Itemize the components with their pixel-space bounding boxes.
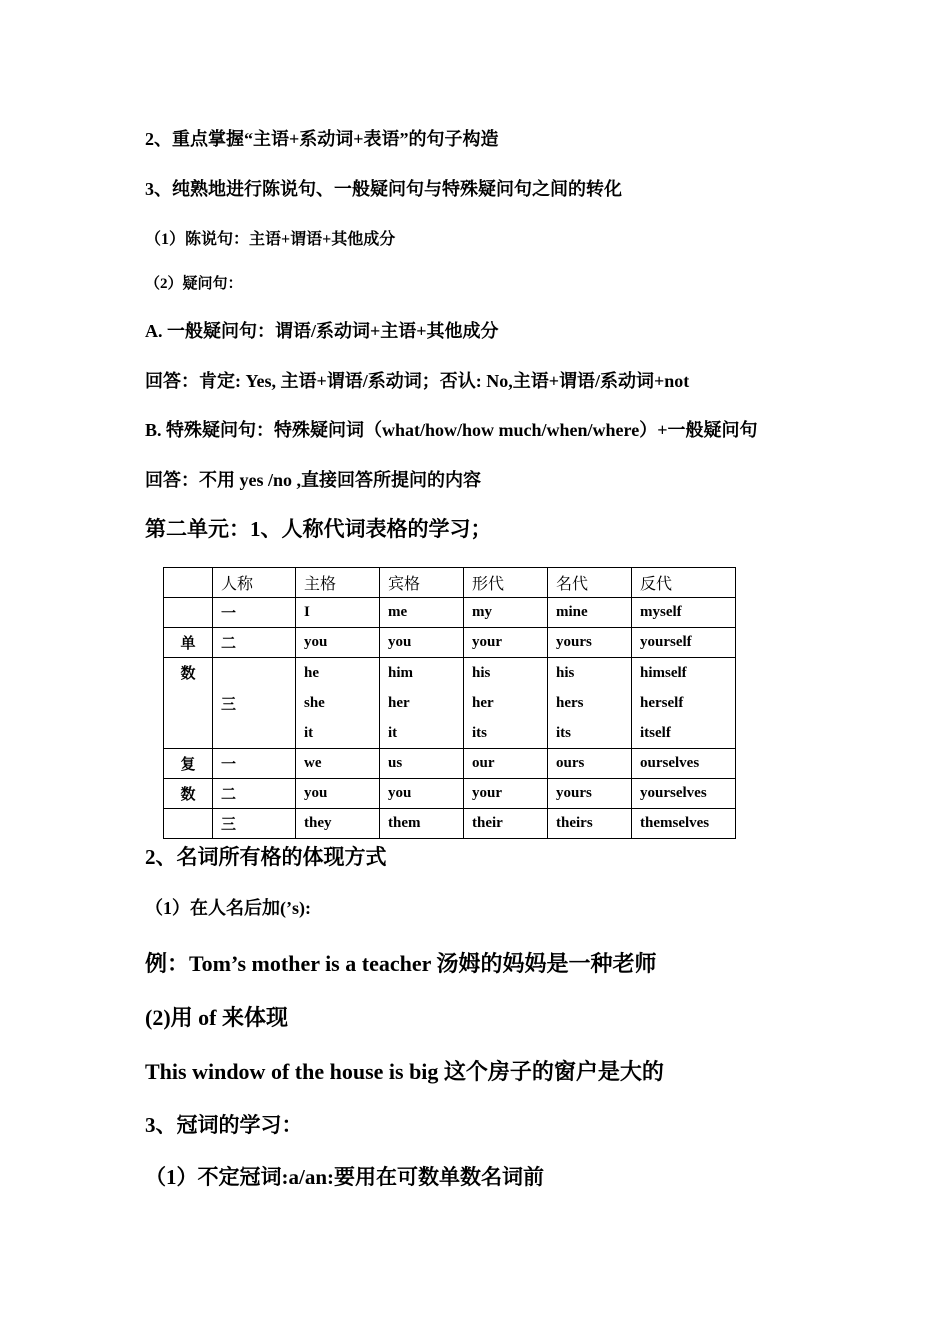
number-cell [164, 598, 213, 628]
pronoun-cell: you [380, 779, 464, 809]
table-row [164, 598, 736, 628]
table-row [164, 779, 736, 809]
table-row [164, 658, 736, 749]
person-cell: 二 [213, 779, 296, 809]
number-cell: 数 [164, 779, 213, 809]
line-declarative: （1）陈说句：主语+谓语+其他成分 [145, 231, 396, 248]
header-cell: 名代 [548, 568, 632, 598]
pronoun-cell: mine [548, 598, 632, 628]
pronoun-cell: them [380, 809, 464, 839]
line-general-question: A. 一般疑问句：谓语/系动词+主语+其他成分 [145, 321, 499, 341]
pronoun-cell: you [296, 779, 380, 809]
line-sentence-conversion: 3、纯熟地进行陈说句、一般疑问句与特殊疑问句之间的转化 [145, 179, 622, 199]
pronoun-cell: you [380, 628, 464, 658]
pronoun-cell: ours [548, 749, 632, 779]
pronoun-cell: my [464, 598, 548, 628]
pronoun-table [163, 567, 736, 839]
pronoun-cell: their [464, 809, 548, 839]
pronoun-cell: theirs [548, 809, 632, 839]
header-cell: 反代 [632, 568, 736, 598]
line-of-structure: (2)用 of 来体现 [145, 1005, 288, 1030]
possessive-heading: 2、名词所有格的体现方式 [145, 845, 387, 869]
header-cell: 人称 [213, 568, 296, 598]
table-row [164, 809, 736, 839]
header-cell: 主格 [296, 568, 380, 598]
line-of-example: This window of the house is big 这个房子的窗户是大的 [145, 1059, 664, 1084]
number-cell: 数 [164, 658, 213, 749]
person-cell: 二 [213, 628, 296, 658]
pronoun-cell: your [464, 628, 548, 658]
pronoun-cell: me [380, 598, 464, 628]
person-cell: 三 [213, 658, 296, 749]
pronoun-cell: yourselves [632, 779, 736, 809]
pronoun-cell: yourself [632, 628, 736, 658]
line-general-answer: 回答：肯定: Yes, 主语+谓语/系动词；否认: No,主语+谓语/系动词+not [145, 371, 690, 391]
table-header-row [164, 568, 736, 598]
number-cell: 复 [164, 749, 213, 779]
header-cell: 形代 [464, 568, 548, 598]
pronoun-cell: yours [548, 779, 632, 809]
pronoun-cell: himself herself itself [632, 658, 736, 749]
pronoun-cell: your [464, 779, 548, 809]
person-cell: 一 [213, 749, 296, 779]
header-cell: 宾格 [380, 568, 464, 598]
pronoun-cell: us [380, 749, 464, 779]
header-cell [164, 568, 213, 598]
pronoun-cell: themselves [632, 809, 736, 839]
pronoun-cell: him her it [380, 658, 464, 749]
pronoun-cell: our [464, 749, 548, 779]
pronoun-cell: ourselves [632, 749, 736, 779]
pronoun-cell: you [296, 628, 380, 658]
line-sentence-structure: 2、重点掌握“主语+系动词+表语”的句子构造 [145, 129, 499, 149]
table-row [164, 749, 736, 779]
pronoun-cell: we [296, 749, 380, 779]
pronoun-cell: myself [632, 598, 736, 628]
number-cell: 单 [164, 628, 213, 658]
pronoun-cell: yours [548, 628, 632, 658]
table-row [164, 628, 736, 658]
line-possessive-example: 例：Tom’s mother is a teacher 汤姆的妈妈是一种老师 [145, 951, 657, 976]
line-interrogative: （2）疑问句： [145, 276, 243, 292]
line-indefinite-article: （1）不定冠词:a/an:要用在可数单数名词前 [145, 1165, 544, 1189]
pronoun-cell: I [296, 598, 380, 628]
unit-two-heading: 第二单元：1、人称代词表格的学习； [145, 517, 492, 541]
line-special-question: B. 特殊疑问句：特殊疑问词（what/how/how much/when/where）+一般疑问句 [145, 420, 758, 440]
person-cell: 三 [213, 809, 296, 839]
pronoun-cell: his her its [464, 658, 548, 749]
line-possessive-s: （1）在人名后加(’s): [145, 898, 311, 918]
line-special-answer: 回答：不用 yes /no ,直接回答所提问的内容 [145, 470, 482, 490]
pronoun-cell: he she it [296, 658, 380, 749]
article-heading: 3、冠词的学习： [145, 1113, 303, 1137]
number-cell [164, 809, 213, 839]
pronoun-cell: his hers its [548, 658, 632, 749]
pronoun-cell: they [296, 809, 380, 839]
person-cell: 一 [213, 598, 296, 628]
